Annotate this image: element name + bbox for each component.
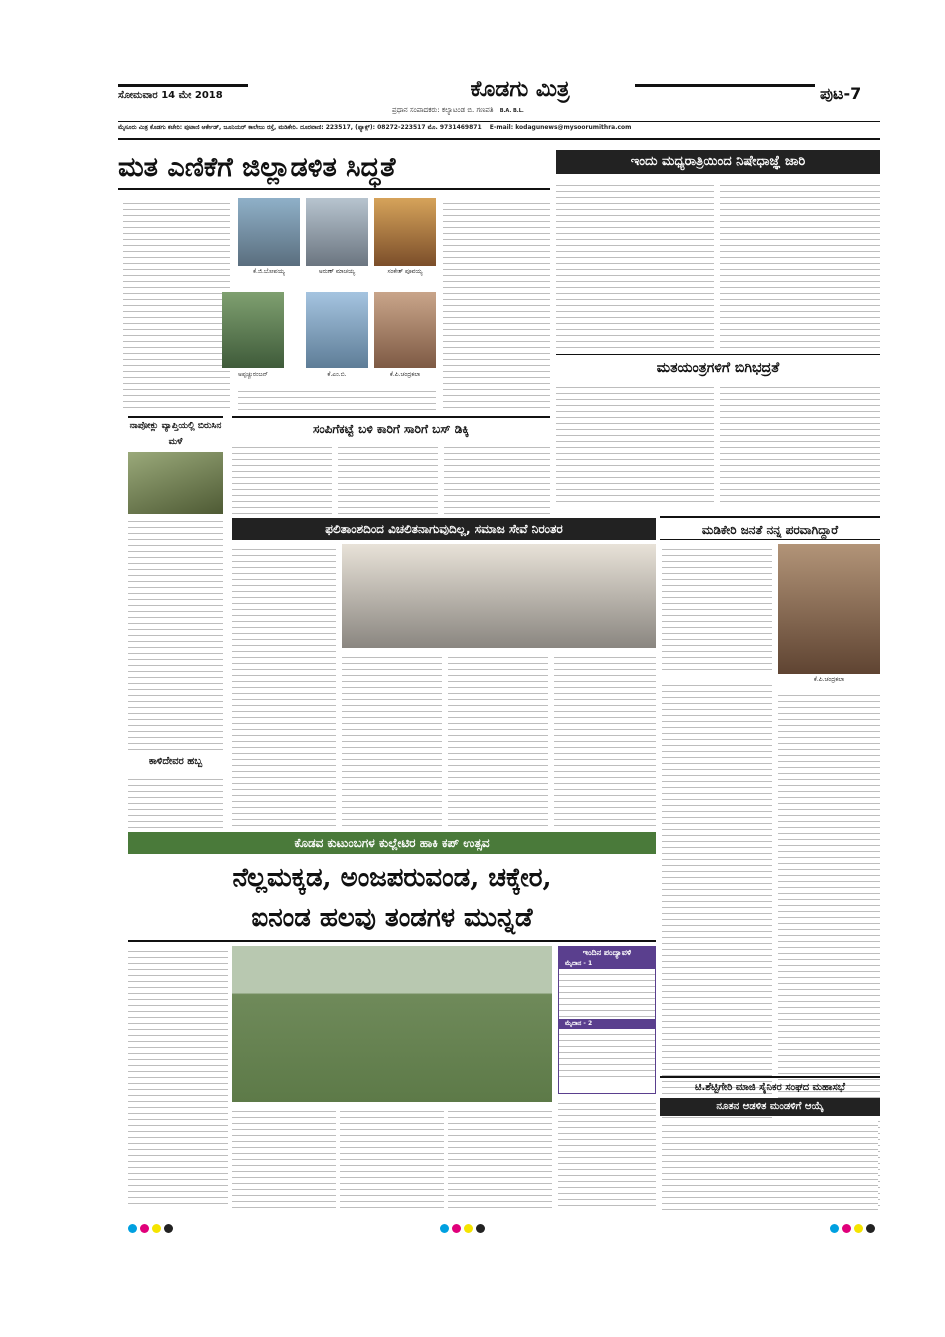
match-schedule-box xyxy=(558,946,656,1094)
black-dot xyxy=(866,1224,875,1233)
masthead-rule-left xyxy=(118,84,248,87)
candidate-caption-3: ಸಂಕೇತ್ ಪೂವಯ್ಯ xyxy=(387,268,423,275)
editor-name: ಪ್ರಧಾನ ಸಂಪಾದಕರು: ಕಲ್ಯಾಟಂಡ ಬಿ. ಗಣಪತಿ xyxy=(392,106,494,114)
registration-dots-right xyxy=(830,1218,890,1230)
candidate-photo-4 xyxy=(222,292,284,368)
ground-1-label: ಮೈದಾನ - 1 xyxy=(559,959,655,969)
hockey-text-col4 xyxy=(448,1106,552,1210)
security-text-col2 xyxy=(720,382,880,506)
ground-2-list xyxy=(559,1029,655,1081)
registration-dots-center xyxy=(440,1218,500,1230)
contact-line xyxy=(118,124,880,136)
candidate-photo-5 xyxy=(306,292,368,368)
prohibition-headline: ಇಂದು ಮಧ್ಯರಾತ್ರಿಯಿಂದ ನಿಷೇಧಾಜ್ಞೆ ಜಾರಿ xyxy=(556,150,880,174)
madikeri-photo-caption: ಕೆ.ಪಿ.ಚಂದ್ರಕಲಾ xyxy=(813,676,845,683)
contact-rule-top xyxy=(118,121,880,122)
exservicemen-headline: ಟಿ.ಶೆಟ್ಟಿಗೇರಿ ಮಾಜಿ ಸೈನಿಕರ ಸಂಘದ ಮಹಾಸಭೆ xyxy=(660,1076,880,1096)
candidate-photo-1 xyxy=(238,198,300,266)
editor-line xyxy=(392,106,652,118)
madikeri-text-col1 xyxy=(662,544,772,674)
candidate-photo-3 xyxy=(374,198,436,266)
contact-address: ಮೈಸೂರು ಮಿತ್ರ ಕೊಡಗು ಕಚೇರಿ: ಪುಟಾಣಿ ಆರ್ಕೇಡ್, ಜೂನಿಯರ್ ಕಾಲೇಜು ರಸ್ತೆ, ಮಡಿಕೇರಿ. ದೂರವಾಣಿ: 223517, (ಫ್ಯಾಕ್ಸ್): 08272-223517 ಮೊ. 9731469871 xyxy=(118,124,482,131)
black-dot xyxy=(164,1224,173,1233)
hockey-kicker: ಕೊಡವ ಕುಟುಂಬಗಳ ಕುಲ್ಲೇಟಿರ ಹಾಕಿ ಕಪ್ ಉತ್ಸವ xyxy=(128,832,656,854)
match-schedule-title: ಇಂದಿನ ಪಂದ್ಯಾವಳಿ xyxy=(559,947,655,959)
page-number: ಪುಟ-7 xyxy=(820,84,862,103)
candidate-caption-2: ಅರುಣ್ ಮಾಚಯ್ಯ xyxy=(318,268,356,275)
yellow-dot xyxy=(464,1224,473,1233)
newspaper-name: ಕೊಡಗು ಮಿತ್ರ xyxy=(470,76,570,102)
candidate-caption-4: ಅಪ್ಪಚ್ಚುರಂಜನ್ xyxy=(237,371,268,378)
black-dot xyxy=(476,1224,485,1233)
ground-2-label: ಮೈದಾನ - 2 xyxy=(559,1019,655,1029)
rain-headline: ನಾಪೋಕ್ಲು ವ್ಯಾಪ್ತಿಯಲ್ಲಿ ಬಿರುಸಿನ ಮಳೆ xyxy=(128,416,223,448)
candidate-photo-2 xyxy=(306,198,368,266)
editor-degree: B.A. B.L. xyxy=(499,108,524,114)
security-text-col1 xyxy=(556,382,714,506)
hockey-headline-line1: ನೆಲ್ಲಮಕ್ಕಡ, ಅಂಜಪರುವಂಡ, ಚಕ್ಕೇರ, xyxy=(232,863,552,893)
election-text-bottom xyxy=(238,386,436,410)
issue-date: ಸೋಮವಾರ 14 ಮೇ 2018 xyxy=(118,90,223,101)
exservicemen-text xyxy=(662,1120,878,1212)
bus-headline: ಸಂಪಿಗೆಕಟ್ಟೆ ಬಳಿ ಕಾರಿಗೆ ಸಾರಿಗೆ ಬಸ್ ಡಿಕ್ಕಿ xyxy=(232,416,550,438)
madikeri-headline: ಮಡಿಕೇರಿ ಜನತೆ ನನ್ನ ಪರವಾಗಿದ್ದಾರೆ xyxy=(660,516,880,540)
bus-text-col3 xyxy=(444,442,550,514)
cyan-dot xyxy=(830,1224,839,1233)
yellow-dot xyxy=(152,1224,161,1233)
service-text-col2 xyxy=(342,652,442,828)
candidate-photo-6 xyxy=(374,292,436,368)
service-text-col1 xyxy=(232,544,336,828)
rain-photo xyxy=(128,452,223,514)
candidate-caption-5: ಕೆ.ಎಂ.ಬಿ. xyxy=(327,371,347,378)
magenta-dot xyxy=(842,1224,851,1233)
hockey-rule xyxy=(128,940,656,942)
service-headline: ಫಲಿತಾಂಶದಿಂದ ವಿಚಲಿತನಾಗುವುದಿಲ್ಲ, ಸಮಾಜ ಸೇವೆ ನಿರಂತರ xyxy=(232,518,656,540)
election-text-col3 xyxy=(443,198,550,408)
candidate-caption-6: ಕೆ.ಪಿ.ಚಂದ್ರಕಲಾ xyxy=(389,371,421,378)
madikeri-photo xyxy=(778,544,880,674)
hockey-match-photo xyxy=(232,946,552,1102)
security-headline: ಮತಯಂತ್ರಗಳಿಗೆ ಬಿಗಿಭದ್ರತೆ xyxy=(556,354,880,380)
election-text-col1 xyxy=(123,198,230,408)
contact-rule-bottom xyxy=(118,138,880,140)
registration-dots-left xyxy=(128,1218,188,1230)
election-headline: ಮತ ಎಣಿಕೆಗೆ ಜಿಲ್ಲಾಡಳಿತ ಸಿದ್ಧತೆ xyxy=(118,146,550,190)
contact-email: E-mail: kodagunews@mysoorumithra.com xyxy=(489,124,632,131)
bus-text-col2 xyxy=(338,442,438,514)
cyan-dot xyxy=(440,1224,449,1233)
festival-text xyxy=(128,774,223,830)
service-group-photo xyxy=(342,544,656,648)
cyan-dot xyxy=(128,1224,137,1233)
hockey-headline-line2: ಐನಂಡ ಹಲವು ತಂಡಗಳ ಮುನ್ನಡೆ xyxy=(251,903,533,933)
service-text-col3 xyxy=(448,652,548,828)
yellow-dot xyxy=(854,1224,863,1233)
prohibition-text-col1 xyxy=(556,180,714,352)
hockey-text-col2 xyxy=(232,1106,336,1210)
exservicemen-subhead: ನೂತನ ಆಡಳಿತ ಮಂಡಳಿಗೆ ಆಯ್ಕೆ xyxy=(660,1098,880,1116)
rain-text xyxy=(128,516,223,754)
ground-1-list xyxy=(559,969,655,1019)
hockey-text-col3 xyxy=(340,1106,444,1210)
hockey-text-col5 xyxy=(558,1098,656,1210)
magenta-dot xyxy=(452,1224,461,1233)
candidate-caption-1: ಕೆ.ಜಿ.ಬೋಪಯ್ಯ xyxy=(253,268,285,275)
festival-headline: ಕಾಳಿದೇವರ ಹಬ್ಬ xyxy=(148,756,203,767)
hockey-text-col1 xyxy=(128,946,228,1206)
bus-text-col1 xyxy=(232,442,332,514)
prohibition-text-col2 xyxy=(720,180,880,352)
masthead-rule-right xyxy=(635,84,815,87)
magenta-dot xyxy=(140,1224,149,1233)
service-text-col4 xyxy=(554,652,656,828)
